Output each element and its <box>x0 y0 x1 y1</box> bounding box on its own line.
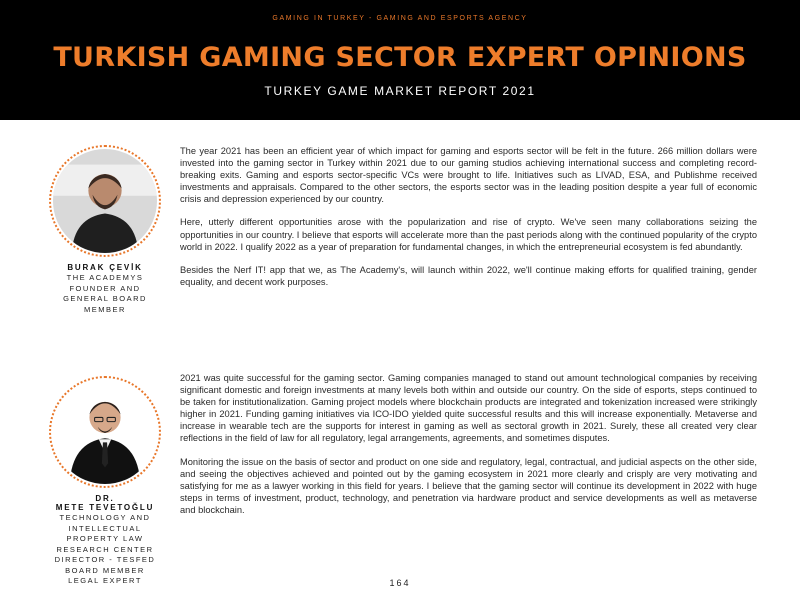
page-number: 164 <box>389 578 411 588</box>
header-kicker: GAMING IN TURKEY - GAMING AND ESPORTS AGENCY <box>272 15 528 22</box>
expert-role-2: TECHNOLOGY AND INTELLECTUAL PROPERTY LAW RESEARCH CENTER DIRECTOR - TESFED BOARD MEMBER LEGAL EXPERT <box>54 513 156 585</box>
expert-photo-1 <box>49 145 161 257</box>
page-subtitle: TURKEY GAME MARKET REPORT 2021 <box>264 84 536 98</box>
paragraph: Besides the Nerf IT! app that we, as The Academy's, will launch within 2022, we'll continue making efforts for qualified training, gender equality, and decent work purposes. <box>180 264 757 287</box>
expert-opinion-1 <box>180 145 757 299</box>
expert-profile-1 <box>40 145 170 315</box>
page-title: TURKISH GAMING SECTOR EXPERT OPINIONS <box>53 42 747 73</box>
paragraph: 2021 was quite successful for the gaming sector. Gaming companies managed to stand out amount technological companies by receiving significant domestic and foreign investments at many levels both within and outside our country. On the side of esports, steps continued to be taken for institutionalization. Gaming project models where blockchain products are integrated and tokenization increased were strikingly higher in 2021. Funding gaming initiatives via ICO-IDO yielded quite successful results and this will increase exponentially. Metaverse and increase in wearable tech are the supports for interest in gaming as well as sectoral growth in 2021. Surely, these all created very clear reflections in the field of law for all regulatory, legal arrangements, agreements, and sometimes disputes. <box>180 373 757 444</box>
expert-name-1: BURAK ÇEVİK <box>67 263 143 272</box>
portrait-icon <box>53 149 157 253</box>
expert-profile-2 <box>40 376 170 587</box>
paragraph: Here, utterly different opportunities arose with the popularization and rise of crypto. We've seen many collaborations seizing the opportunities in our country. I believe that esports will accelerate more than the past periods along with the continued popularity of the crypto world in 2022. I qualify 2022 as a year of preparation for fundamental changes, in which the entrepreneurial ecosystem is fed abundantly. <box>180 217 757 252</box>
paragraph: The year 2021 has been an efficient year of which impact for gaming and esports sector will be felt in the future. 266 million dollars were invested into the gaming sector in Turkey within 2021 due to our gaming studios achieving international success and completing record-breaking exits. Gaming and esports sector-specific VCs were brought to life. Initiatives such as LIVAD, ESA, and Publishme received investments and appraisals. Compared to the other sectors, the esports sector was in the leading position despite a year full of economic crisis and depression experienced by our country. <box>180 146 757 205</box>
page-header <box>0 0 800 120</box>
paragraph: Monitoring the issue on the basis of sector and product on one side and regulatory, legal, contractual, and judicial aspects on the other side, and seeing the objectives achieved and pointed out by the gaming ecosystem in 2021 more clearly and crisply are very motivating and satisfying for me as a lawyer working in this field for years. I believe that the gaming sector will continue its development in 2022 with huge steps in terms of investment, product, technology, and penetration via hardware product and service developments as well as metaverse and blockchain. <box>180 456 757 515</box>
expert-role-1: THE ACADEMYS FOUNDER AND GENERAL BOARD MEMBER <box>63 273 147 314</box>
expert-name-2: DR. METE TEVETOĞLU <box>55 494 155 512</box>
expert-photo-2 <box>49 376 161 488</box>
expert-opinion-2 <box>180 372 757 527</box>
portrait-icon <box>53 380 157 484</box>
